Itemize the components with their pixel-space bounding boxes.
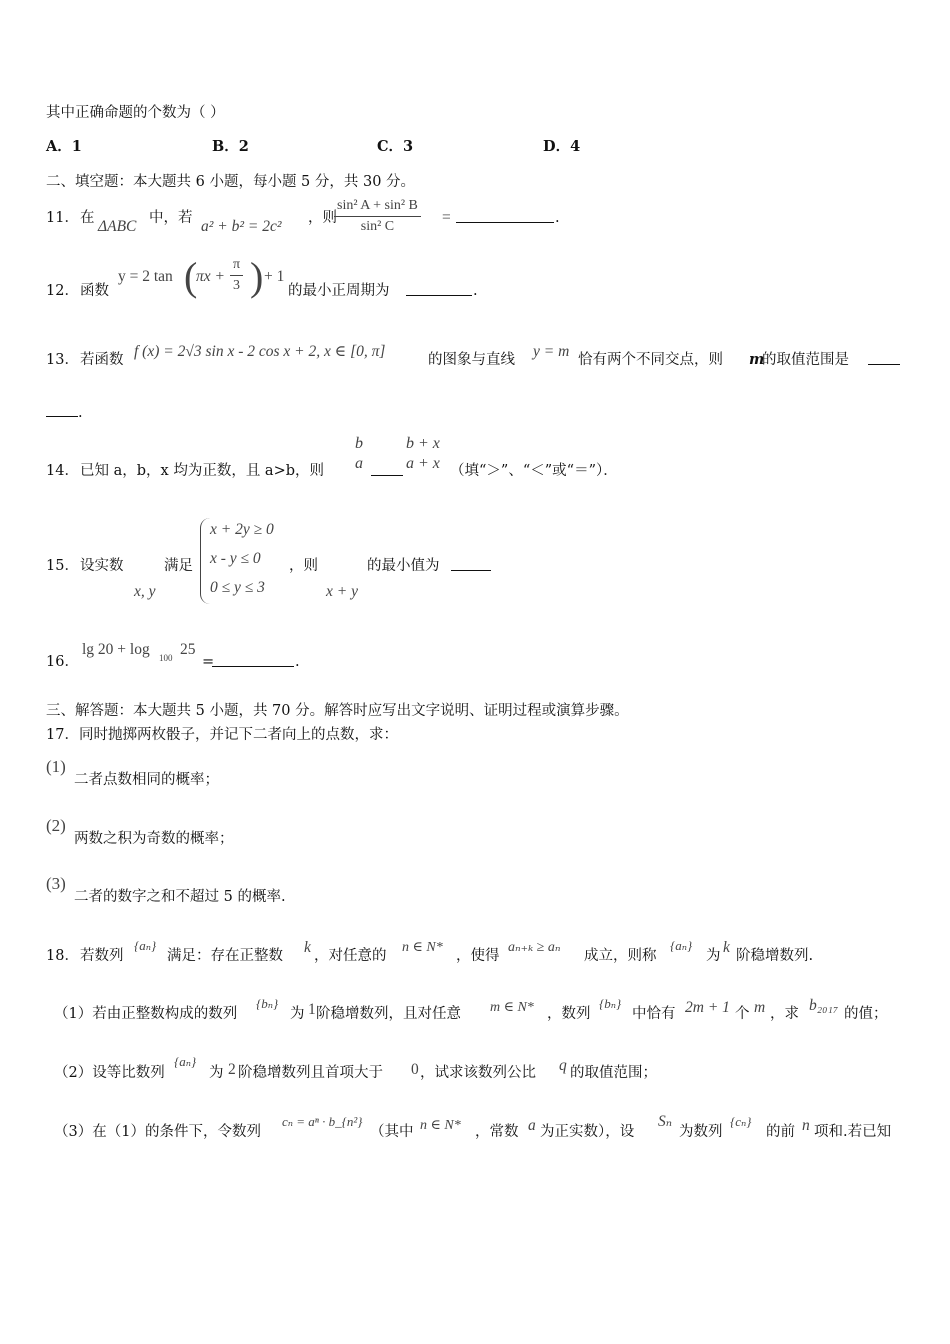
q11-t1: 在 [80, 210, 95, 226]
q11-triangle: ΔABC [98, 218, 137, 235]
choice-c: C．3 [377, 138, 414, 155]
choice-a: A．1 [46, 138, 82, 155]
q18p2-t2: 阶稳增数列且首项大于 [238, 1065, 383, 1081]
q12-lparen-icon: ( [184, 254, 198, 299]
q15-c2: x - y ≤ 0 [210, 550, 261, 567]
q18-t2: 满足：存在正整数 [167, 948, 283, 964]
q11-frac-den: sin² C [360, 219, 395, 234]
q14-fraction-2 [403, 434, 443, 474]
q18-k-2: k [723, 939, 730, 956]
q18-seq-a: {aₙ} [134, 938, 157, 953]
q16-eq: = [202, 654, 215, 670]
q14-num: 14． [46, 463, 79, 479]
q14-f1-num: b [355, 435, 363, 452]
q13-answer-blank-2 [46, 402, 78, 417]
q16-base: 100 [159, 653, 173, 663]
q13-t3: 恰有两个不同交点，则 [578, 352, 723, 368]
q16-expr: lg 20 + log [82, 641, 150, 658]
q13-cont [46, 402, 83, 423]
section3-title: 三、解答题：本大题共 5 小题，共 70 分。解答时应写出文字说明、证明过程或演算步骤。 [46, 703, 629, 719]
q13-m: m [749, 351, 765, 368]
q18p1-seq-b-2: {bₙ} [599, 996, 622, 1011]
q14-tail: （填“＞”、“＜”或“＝”）． [450, 463, 618, 479]
q17-intro: 17．同时抛掷两枚骰子，并记下二者向上的点数，求： [46, 727, 398, 743]
q12-inner: πx + [196, 268, 225, 285]
q18p2-label: （2）设等比数列 [54, 1065, 165, 1081]
q18p1-one: 1 [308, 1001, 316, 1018]
q12-answer-blank [406, 281, 472, 296]
q11-frac-num: sin² A + sin² B [334, 196, 421, 217]
q15-t1: 设实数 [80, 558, 124, 574]
q18p2-zero: 0 [411, 1061, 419, 1078]
q18-num: 18． [46, 948, 79, 964]
q13-t1: 若函数 [80, 352, 124, 368]
q18p1-label: （1）若由正整数构成的数列 [54, 1006, 238, 1022]
q15-t3: ，则 [289, 558, 318, 574]
q11-num: 11． [46, 210, 79, 226]
q18p1-seq-b: {bₙ} [256, 996, 279, 1011]
q11-cond: a² + b² = 2c² [201, 218, 282, 235]
q12-plus1: + 1 [264, 268, 285, 285]
q14-f2-num: b + x [406, 435, 440, 452]
q18p1-t6: ，求 [770, 1006, 799, 1022]
q14-answer-blank [371, 461, 403, 476]
q17-part-3-text: 二者的数字之和不超过 5 的概率. [74, 889, 286, 905]
q18p3-label: （3）在（1）的条件下，令数列 [54, 1124, 261, 1140]
question-18 [46, 934, 906, 968]
q13-expr: f (x) = 2√3 sin x - 2 cos x + 2, x ∈ [0, π] [134, 343, 386, 360]
q13-num: 13． [46, 352, 79, 368]
q15-t2: 满足 [164, 558, 193, 574]
q14-f2-den: a + x [406, 455, 440, 472]
q18p2-seq-a: {aₙ} [174, 1054, 197, 1069]
q18p3-t3: 为正实数），设 [540, 1124, 635, 1140]
q18p3-t6: 项和.若已知 [814, 1124, 892, 1140]
q11-answer-blank [456, 208, 554, 223]
q16-end: . [295, 654, 300, 670]
q13-t2: 的图象与直线 [428, 352, 515, 368]
q18-k: k [304, 939, 311, 956]
q18p3-t5: 的前 [766, 1124, 795, 1140]
q18-part-1 [54, 994, 914, 1028]
q15-c3: 0 ≤ y ≤ 3 [210, 579, 265, 596]
q18p1-count: 2m + 1 [685, 999, 730, 1016]
q12-rparen-icon: ) [250, 254, 264, 299]
q18p1-t2: 阶稳增数列，且对任意 [316, 1006, 461, 1022]
question-13 [46, 340, 906, 370]
intro-line: 其中正确命题的个数为（ ） [46, 105, 225, 121]
q18p3-n-in: n ∈ N* [420, 1118, 461, 1133]
q14-text: 已知 a，b，x 均为正数，且 a>b，则 [80, 463, 325, 479]
q18-t4: ，使得 [456, 948, 500, 964]
q12-frac-den: 3 [233, 278, 241, 293]
q11-t3: ，则 [308, 210, 337, 226]
q12-fraction [230, 255, 243, 296]
q12-expr-left: y = 2 tan [118, 268, 173, 285]
q16-arg: 25 [180, 641, 196, 658]
q15-t4: 的最小值为 [367, 558, 440, 574]
q18p2-t4: 的取值范围； [570, 1065, 657, 1081]
q18p1-b2017: b₂₀₁₇ [809, 997, 839, 1014]
q16-num: 16． [46, 654, 79, 670]
q11-t2: 中，若 [149, 210, 193, 226]
q11-eq: = [442, 209, 451, 226]
choice-b: B．2 [212, 138, 249, 155]
q17-part-3-mark: (3) [46, 874, 66, 893]
q18p1-t3: ，数列 [547, 1006, 591, 1022]
q18-t6: 为 [706, 948, 721, 964]
q18-t7: 阶稳增数列. [736, 948, 814, 964]
q18-part-2 [54, 1052, 914, 1086]
section2-title: 二、填空题：本大题共 6 小题，每小题 5 分，共 30 分。 [46, 174, 416, 190]
q18p1-t7: 的值； [844, 1006, 888, 1022]
q18p1-m-in: m ∈ N* [490, 1000, 534, 1015]
q18p2-q: q [559, 1057, 567, 1074]
q12-t1: 函数 [80, 283, 109, 299]
q18p3-n: n [802, 1117, 810, 1134]
q14-fraction-1 [352, 434, 366, 474]
q13-answer-blank-1 [868, 350, 900, 365]
q17-part-2-mark: (2) [46, 816, 66, 835]
q12-end: . [473, 283, 478, 299]
q18p2-two: 2 [228, 1061, 236, 1078]
q18-seq-a-2: {aₙ} [670, 938, 693, 953]
q11-fraction [334, 196, 421, 237]
q18p3-t1: （其中 [370, 1124, 414, 1140]
q15-answer-blank [451, 556, 491, 571]
q18p3-t4: 为数列 [679, 1124, 723, 1140]
q18-t1: 若数列 [80, 948, 124, 964]
q15-vars: x, y [134, 583, 156, 600]
q18p1-t5: 个 [735, 1006, 750, 1022]
q12-t2: 的最小正周期为 [288, 283, 390, 299]
q15-num: 15． [46, 558, 79, 574]
q13-end: . [78, 405, 83, 421]
q18p3-Sn: Sₙ [658, 1113, 673, 1130]
q15-target: x + y [326, 583, 358, 600]
q18p2-t1: 为 [209, 1065, 224, 1081]
q12-frac-num: π [230, 255, 243, 276]
q18-n-in: n ∈ N* [402, 940, 443, 955]
q16-answer-blank [212, 652, 294, 667]
q17-part-1-text: 二者点数相同的概率； [74, 772, 219, 788]
q13-line: y = m [533, 343, 570, 360]
q18p2-t3: ，试求该数列公比 [420, 1065, 536, 1081]
q18p1-t4: 中恰有 [632, 1006, 676, 1022]
q18-t3: ，对任意的 [314, 948, 387, 964]
choice-d: D．4 [543, 138, 581, 155]
q18p3-a: a [528, 1117, 536, 1134]
q18p3-t2: ，常数 [475, 1124, 519, 1140]
q14-f1-den: a [355, 455, 363, 472]
q18-t5: 成立，则称 [584, 948, 657, 964]
q18p3-seq-c: {cₙ} [730, 1114, 752, 1129]
q11-end: . [555, 210, 560, 226]
q17-part-2-text: 两数之积为奇数的概率； [74, 831, 234, 847]
q18-ineq: aₙ₊ₖ ≥ aₙ [508, 940, 561, 955]
q18-part-3 [54, 1110, 914, 1146]
q12-num: 12． [46, 283, 79, 299]
q18p1-t1: 为 [290, 1006, 305, 1022]
q18p1-m: m [754, 999, 766, 1016]
q18p3-cn: cₙ = aⁿ · b_{n²} [282, 1114, 363, 1129]
q15-c1: x + 2y ≥ 0 [210, 521, 274, 538]
q17-part-1-mark: (1) [46, 757, 66, 776]
q13-t4: 的取值范围是 [762, 352, 849, 368]
